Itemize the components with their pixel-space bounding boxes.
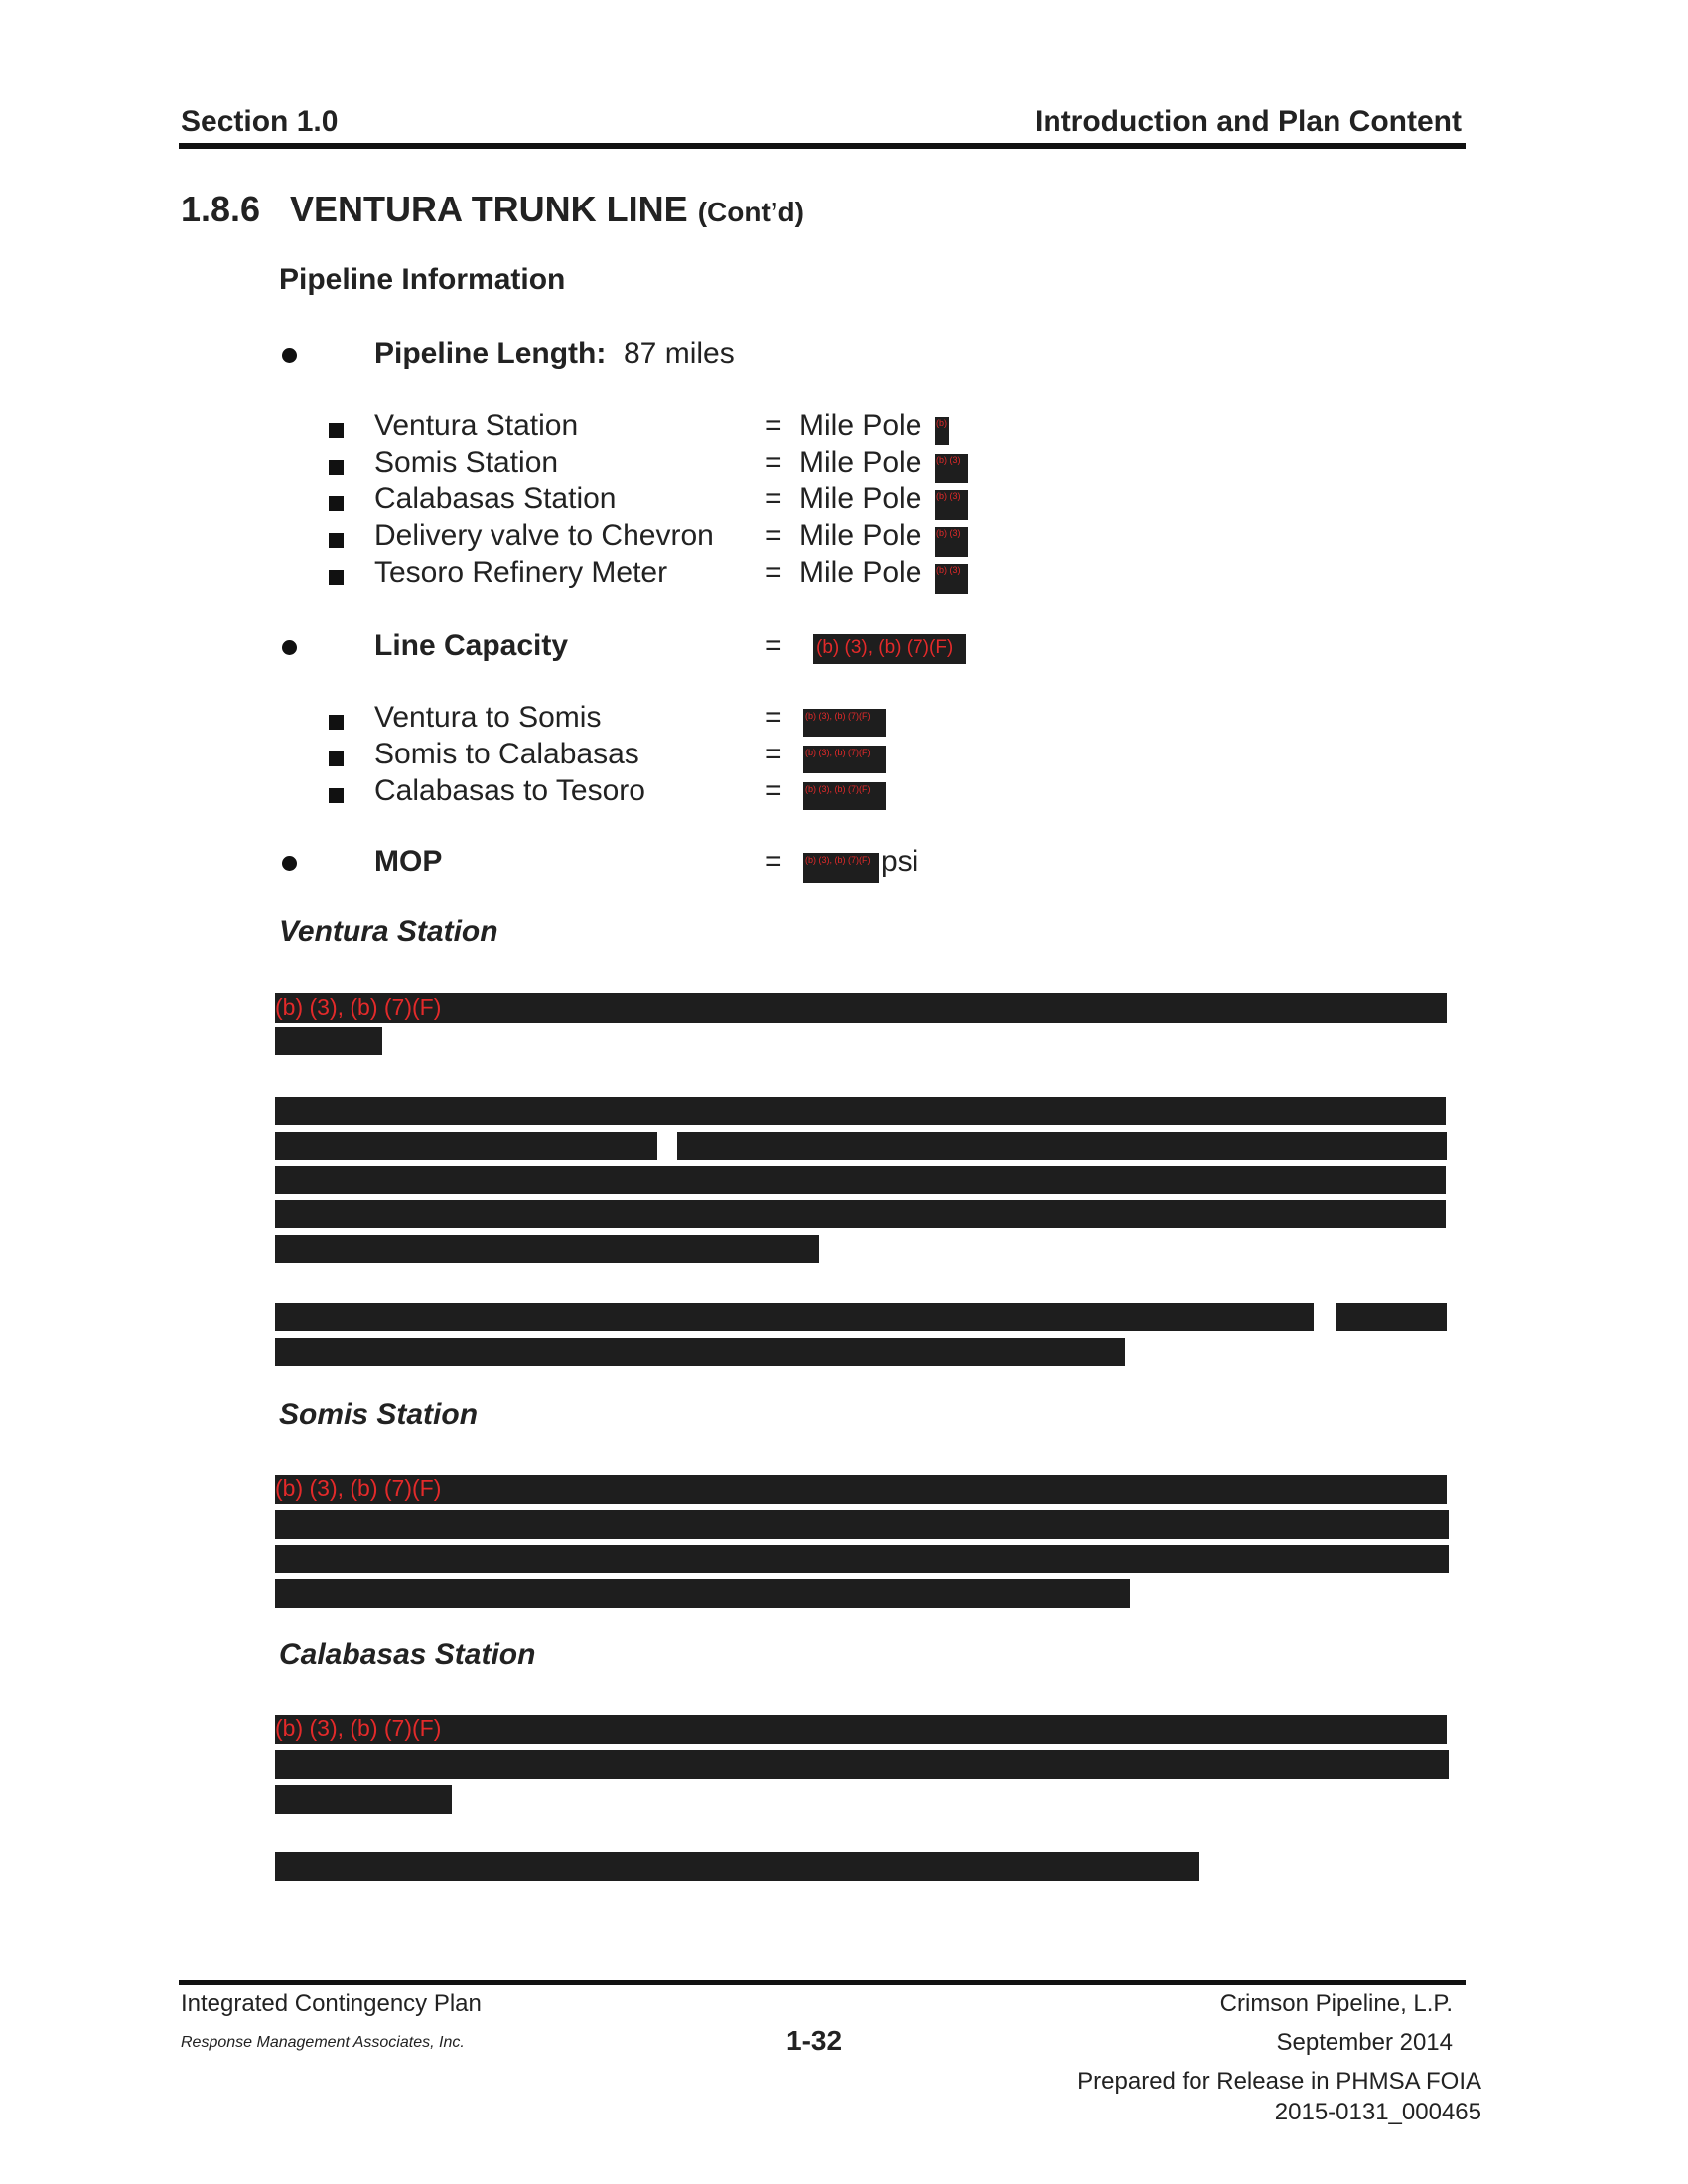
equals-sign: = <box>765 519 782 552</box>
redaction-box <box>275 1097 1446 1125</box>
pipeline-length-label: Pipeline Length: <box>374 338 607 370</box>
station-name: Calabasas Station <box>374 482 617 515</box>
equals-sign: = <box>765 845 782 878</box>
station-name: Tesoro Refinery Meter <box>374 556 668 589</box>
redaction-label: (b) (3), (b) (7)(F) <box>805 784 871 794</box>
equals-sign: = <box>765 774 782 807</box>
equals-sign: = <box>765 409 782 442</box>
redaction-box <box>275 1200 1446 1228</box>
redaction-label: (b) (3) <box>936 455 961 465</box>
redaction-box <box>275 1750 1449 1779</box>
redaction-label: (b) (3), (b) (7)(F) <box>805 855 871 865</box>
redaction-box <box>935 417 949 445</box>
equals-sign: = <box>765 482 782 515</box>
mile-pole-label: Mile Pole <box>799 409 922 442</box>
redaction-label: (b) (3), (b) (7)(F) <box>805 748 871 757</box>
redaction-label: (b) (3) <box>936 491 961 501</box>
square-bullet-icon <box>329 533 344 548</box>
page-heading <box>181 189 804 230</box>
somis-station-heading: Somis Station <box>279 1398 479 1431</box>
ventura-station-heading: Ventura Station <box>279 915 498 948</box>
square-bullet-icon <box>329 460 344 475</box>
mop-unit: psi <box>881 845 919 878</box>
calabasas-station-heading: Calabasas Station <box>279 1638 536 1671</box>
redaction-box <box>935 527 968 557</box>
redaction-box <box>275 1235 819 1263</box>
redaction-label: (b) (3) <box>936 528 961 538</box>
mile-pole-label: Mile Pole <box>799 519 922 552</box>
redaction-box <box>275 1852 1199 1881</box>
capacity-segment-row <box>0 774 1688 812</box>
square-bullet-icon <box>329 496 344 511</box>
redaction-box <box>803 709 886 737</box>
redaction-box <box>275 1545 1449 1573</box>
mile-pole-label: Mile Pole <box>799 482 922 515</box>
mile-pole-row <box>0 409 1688 447</box>
redaction-box <box>275 1475 1447 1504</box>
equals-sign: = <box>765 446 782 478</box>
equals-sign: = <box>765 701 782 734</box>
redaction-label: (b) (3), (b) (7)(F) <box>816 637 954 658</box>
mile-pole-row <box>0 556 1688 594</box>
mile-pole-row <box>0 446 1688 483</box>
mile-pole-row <box>0 519 1688 557</box>
station-name: Delivery valve to Chevron <box>374 519 714 552</box>
redaction-label: (b) (3), (b) (7)(F) <box>805 711 871 721</box>
redaction-box <box>803 853 879 883</box>
header-rule <box>179 143 1466 149</box>
line-capacity-row <box>0 629 1688 667</box>
bullet-icon <box>282 640 297 655</box>
heading-suffix: (Cont’d) <box>697 197 804 227</box>
equals-sign: = <box>765 629 782 662</box>
redaction-box <box>935 490 968 520</box>
redaction-box <box>275 1338 1125 1366</box>
mile-pole-row <box>0 482 1688 520</box>
redaction-box <box>275 1027 382 1055</box>
redaction-label: (b) (3) <box>936 565 961 575</box>
pipeline-length-row <box>0 338 1688 375</box>
square-bullet-icon <box>329 788 344 803</box>
redaction-label: (b) <box>936 418 947 428</box>
equals-sign: = <box>765 738 782 770</box>
page-number: 1-32 <box>786 2025 843 2056</box>
redaction-box <box>275 1510 1449 1539</box>
redaction-box <box>275 1303 1314 1331</box>
footer-date: September 2014 <box>1276 2029 1453 2056</box>
segment-name: Ventura to Somis <box>374 701 602 734</box>
segment-name: Somis to Calabasas <box>374 738 639 770</box>
heading-title: VENTURA TRUNK LINE <box>290 189 688 229</box>
redaction-box <box>275 993 1447 1023</box>
capacity-segment-row <box>0 738 1688 775</box>
redaction-label: (b) (3), (b) (7)(F) <box>275 994 442 1020</box>
heading-number: 1.8.6 <box>181 189 261 229</box>
equals-sign: = <box>765 556 782 589</box>
redaction-box <box>935 564 968 594</box>
redaction-box <box>813 634 966 664</box>
pipeline-info-heading: Pipeline Information <box>279 263 566 296</box>
line-capacity-label: Line Capacity <box>374 629 569 662</box>
square-bullet-icon <box>329 751 344 766</box>
foia-release-note: Prepared for Release in PHMSA FOIA <box>1077 2068 1481 2095</box>
mop-label: MOP <box>374 845 443 878</box>
foia-document-id: 2015-0131_000465 <box>1274 2099 1481 2125</box>
mile-pole-label: Mile Pole <box>799 446 922 478</box>
bullet-icon <box>282 348 297 363</box>
section-label: Section 1.0 <box>181 105 339 138</box>
redaction-label: (b) (3), (b) (7)(F) <box>275 1475 442 1501</box>
redaction-box <box>1336 1303 1447 1331</box>
mile-pole-label: Mile Pole <box>799 556 922 589</box>
footer-author: Response Management Associates, Inc. <box>181 2034 465 2051</box>
redaction-box <box>275 1785 452 1814</box>
square-bullet-icon <box>329 570 344 585</box>
redaction-box <box>275 1579 1130 1608</box>
footer-rule <box>179 1980 1466 1985</box>
redaction-box <box>275 1132 657 1160</box>
station-name: Somis Station <box>374 446 559 478</box>
footer-company: Crimson Pipeline, L.P. <box>1219 1990 1453 2017</box>
square-bullet-icon <box>329 423 344 438</box>
redaction-box <box>803 746 886 773</box>
redaction-box <box>803 782 886 810</box>
redaction-box <box>275 1166 1446 1194</box>
redaction-label: (b) (3), (b) (7)(F) <box>275 1715 442 1741</box>
segment-name: Calabasas to Tesoro <box>374 774 645 807</box>
redaction-box <box>677 1132 1447 1160</box>
capacity-segment-row <box>0 701 1688 739</box>
mop-row <box>0 845 1688 883</box>
redaction-box <box>935 454 968 483</box>
section-title: Introduction and Plan Content <box>1035 105 1462 138</box>
footer-plan-name: Integrated Contingency Plan <box>181 1990 482 2017</box>
bullet-icon <box>282 856 297 871</box>
square-bullet-icon <box>329 715 344 730</box>
pipeline-length-value: 87 miles <box>624 338 735 370</box>
station-name: Ventura Station <box>374 409 579 442</box>
redaction-box <box>275 1715 1447 1744</box>
